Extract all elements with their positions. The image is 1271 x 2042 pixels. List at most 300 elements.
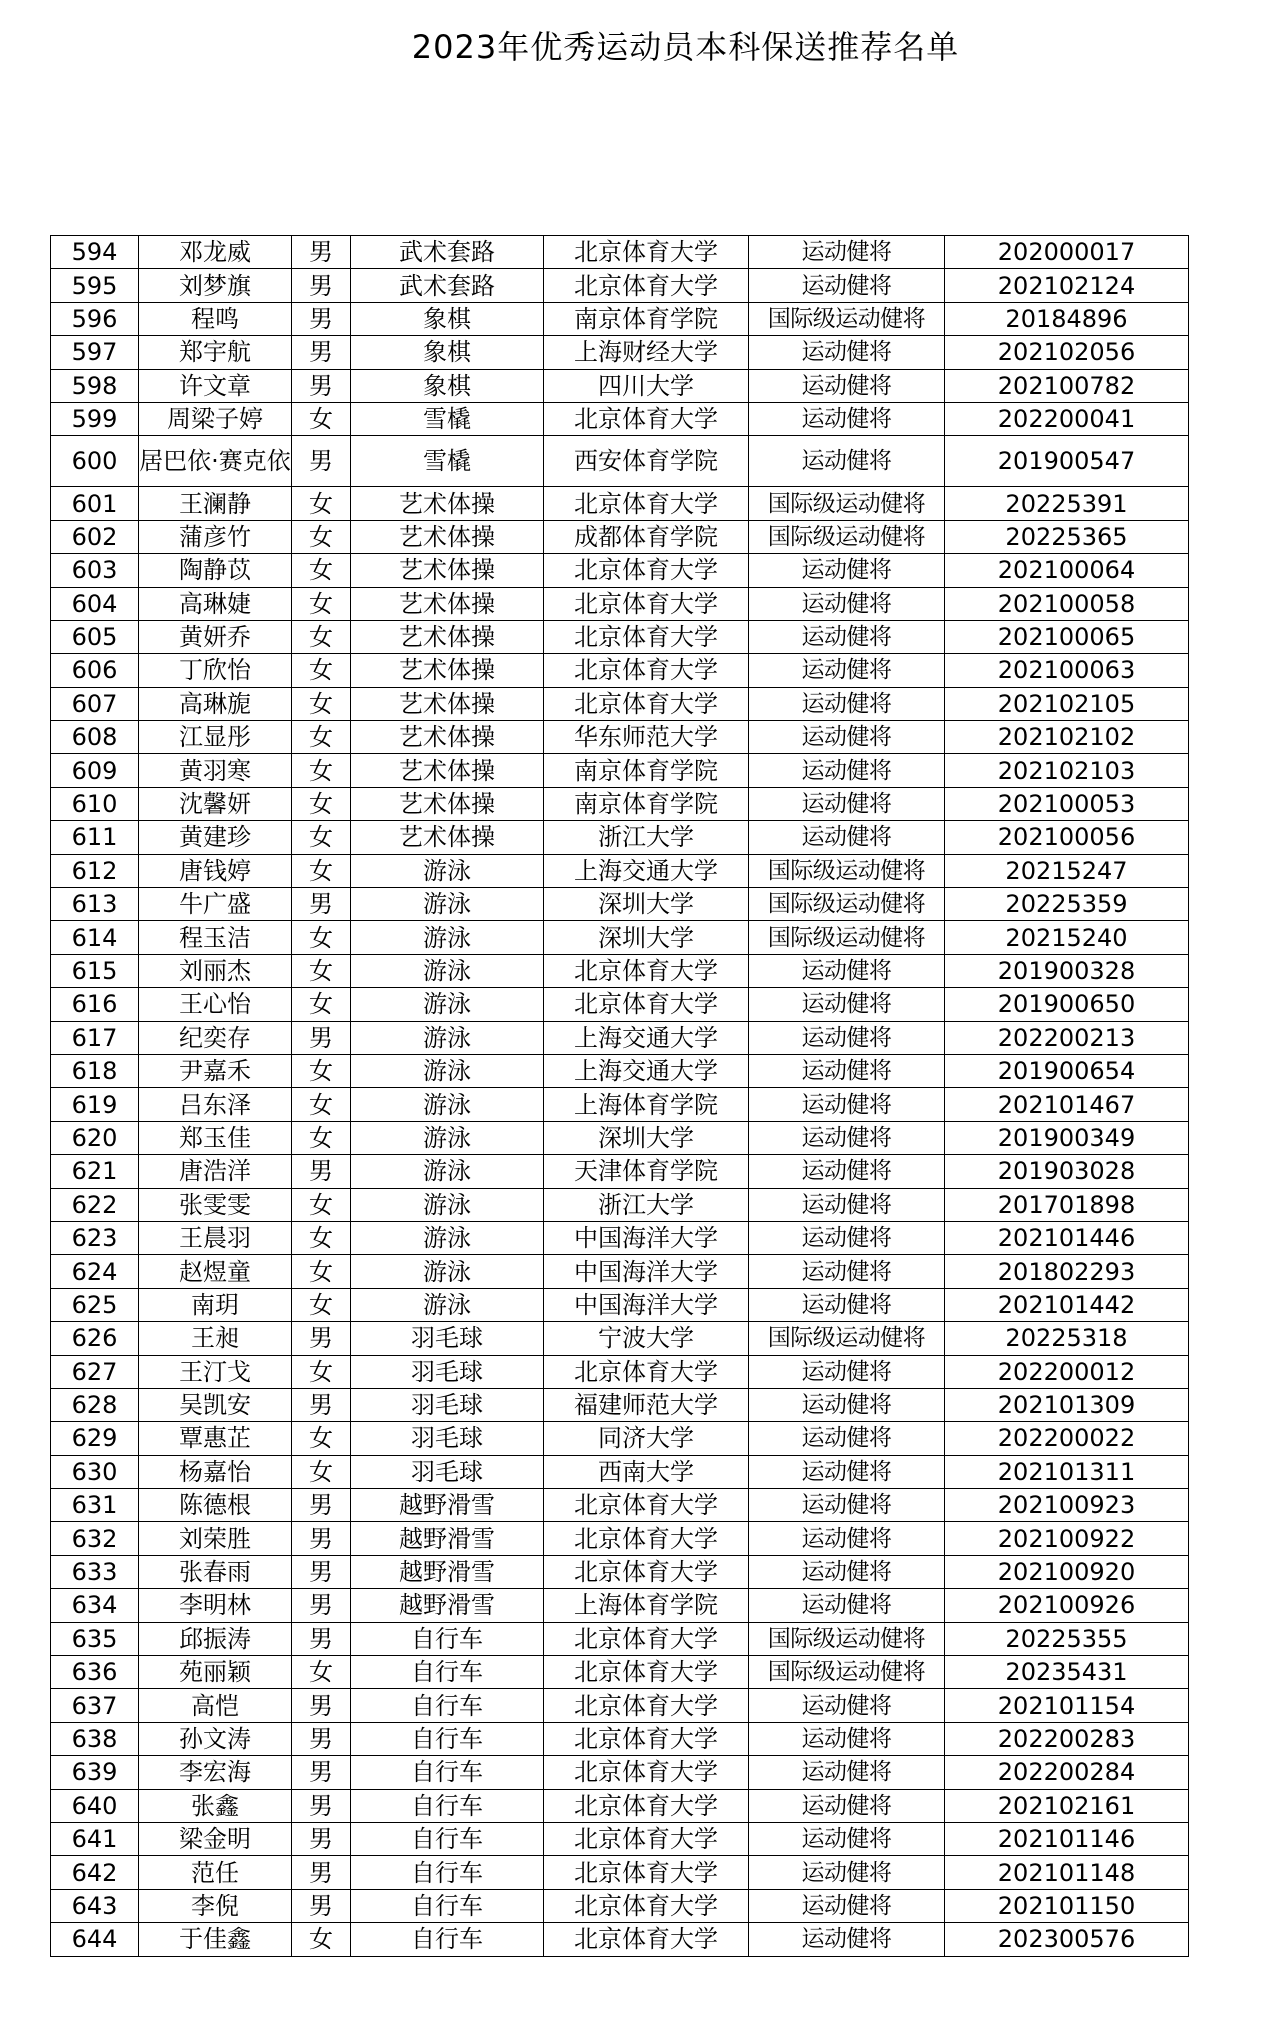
serial-number-cell: 619 <box>51 1088 139 1121</box>
sport-cell: 艺术体操 <box>351 587 544 620</box>
university-cell: 北京体育大学 <box>544 1622 749 1655</box>
sport-cell: 雪橇 <box>351 436 544 487</box>
serial-number-cell: 634 <box>51 1589 139 1622</box>
certificate-number-cell: 201900349 <box>945 1121 1189 1154</box>
certificate-number-cell: 202100065 <box>945 620 1189 653</box>
certificate-number-cell: 202100922 <box>945 1522 1189 1555</box>
certificate-number-cell: 202100058 <box>945 587 1189 620</box>
athlete-name-cell: 邓龙威 <box>139 236 292 269</box>
serial-number-cell: 594 <box>51 236 139 269</box>
athlete-name-cell: 王心怡 <box>139 988 292 1021</box>
certificate-number-cell: 202101154 <box>945 1689 1189 1722</box>
table-row <box>51 554 1189 587</box>
athlete-name-cell: 程鸣 <box>139 302 292 335</box>
gender-cell: 女 <box>292 854 351 887</box>
serial-number-cell: 602 <box>51 520 139 553</box>
gender-cell: 女 <box>292 1088 351 1121</box>
gender-cell: 男 <box>292 1155 351 1188</box>
athlete-level-cell: 国际级运动健将 <box>749 1622 945 1655</box>
sport-cell: 自行车 <box>351 1856 544 1889</box>
athlete-level-cell: 运动健将 <box>749 1088 945 1121</box>
certificate-number-cell: 202200213 <box>945 1021 1189 1054</box>
university-cell: 南京体育学院 <box>544 302 749 335</box>
certificate-number-cell: 202100053 <box>945 787 1189 820</box>
athlete-level-cell: 运动健将 <box>749 1889 945 1922</box>
athlete-name-cell: 李明林 <box>139 1589 292 1622</box>
serial-number-cell: 596 <box>51 302 139 335</box>
table-row <box>51 1656 1189 1689</box>
sport-cell: 艺术体操 <box>351 554 544 587</box>
sport-cell: 游泳 <box>351 1155 544 1188</box>
university-cell: 北京体育大学 <box>544 587 749 620</box>
serial-number-cell: 607 <box>51 687 139 720</box>
table-row <box>51 854 1189 887</box>
athlete-level-cell: 运动健将 <box>749 1489 945 1522</box>
athlete-level-cell: 运动健将 <box>749 1021 945 1054</box>
athlete-name-cell: 程玉洁 <box>139 921 292 954</box>
gender-cell: 男 <box>292 1756 351 1789</box>
serial-number-cell: 643 <box>51 1889 139 1922</box>
gender-cell: 女 <box>292 554 351 587</box>
certificate-number-cell: 201900328 <box>945 954 1189 987</box>
serial-number-cell: 622 <box>51 1188 139 1221</box>
sport-cell: 艺术体操 <box>351 754 544 787</box>
table-body <box>51 236 1189 1957</box>
gender-cell: 男 <box>292 1388 351 1421</box>
sport-cell: 游泳 <box>351 988 544 1021</box>
athlete-name-cell: 吕东泽 <box>139 1088 292 1121</box>
gender-cell: 女 <box>292 721 351 754</box>
athlete-name-cell: 张雯雯 <box>139 1188 292 1221</box>
certificate-number-cell: 202200012 <box>945 1355 1189 1388</box>
serial-number-cell: 625 <box>51 1288 139 1321</box>
athlete-level-cell: 运动健将 <box>749 436 945 487</box>
serial-number-cell: 615 <box>51 954 139 987</box>
table-row <box>51 1355 1189 1388</box>
table-row <box>51 821 1189 854</box>
sport-cell: 游泳 <box>351 1221 544 1254</box>
athlete-name-cell: 黄羽寒 <box>139 754 292 787</box>
table-row <box>51 1622 1189 1655</box>
sport-cell: 象棋 <box>351 336 544 369</box>
certificate-number-cell: 202102102 <box>945 721 1189 754</box>
serial-number-cell: 633 <box>51 1555 139 1588</box>
gender-cell: 男 <box>292 1522 351 1555</box>
athlete-level-cell: 国际级运动健将 <box>749 1322 945 1355</box>
serial-number-cell: 600 <box>51 436 139 487</box>
certificate-number-cell: 20225359 <box>945 888 1189 921</box>
athlete-name-cell: 杨嘉怡 <box>139 1455 292 1488</box>
gender-cell: 女 <box>292 1288 351 1321</box>
table-row <box>51 1923 1189 1956</box>
certificate-number-cell: 202102161 <box>945 1789 1189 1822</box>
gender-cell: 男 <box>292 1021 351 1054</box>
gender-cell: 女 <box>292 1455 351 1488</box>
athlete-level-cell: 国际级运动健将 <box>749 487 945 520</box>
university-cell: 北京体育大学 <box>544 1689 749 1722</box>
table-row <box>51 302 1189 335</box>
serial-number-cell: 616 <box>51 988 139 1021</box>
sport-cell: 雪橇 <box>351 402 544 435</box>
athlete-level-cell: 运动健将 <box>749 1756 945 1789</box>
athlete-level-cell: 运动健将 <box>749 954 945 987</box>
table-row <box>51 436 1189 487</box>
certificate-number-cell: 202100920 <box>945 1555 1189 1588</box>
table-row <box>51 1756 1189 1789</box>
table-row <box>51 888 1189 921</box>
sport-cell: 自行车 <box>351 1756 544 1789</box>
gender-cell: 男 <box>292 1722 351 1755</box>
sport-cell: 游泳 <box>351 921 544 954</box>
certificate-number-cell: 20225355 <box>945 1622 1189 1655</box>
athlete-level-cell: 运动健将 <box>749 754 945 787</box>
table-row <box>51 1722 1189 1755</box>
table-row <box>51 620 1189 653</box>
athlete-level-cell: 运动健将 <box>749 1522 945 1555</box>
sport-cell: 羽毛球 <box>351 1355 544 1388</box>
certificate-number-cell: 202200283 <box>945 1722 1189 1755</box>
gender-cell: 男 <box>292 336 351 369</box>
athlete-name-cell: 王晨羽 <box>139 1221 292 1254</box>
serial-number-cell: 623 <box>51 1221 139 1254</box>
gender-cell: 女 <box>292 787 351 820</box>
table-row <box>51 1322 1189 1355</box>
university-cell: 四川大学 <box>544 369 749 402</box>
serial-number-cell: 611 <box>51 821 139 854</box>
university-cell: 北京体育大学 <box>544 1656 749 1689</box>
certificate-number-cell: 201900650 <box>945 988 1189 1021</box>
table-row <box>51 1889 1189 1922</box>
university-cell: 成都体育学院 <box>544 520 749 553</box>
certificate-number-cell: 202100056 <box>945 821 1189 854</box>
athlete-level-cell: 运动健将 <box>749 1856 945 1889</box>
gender-cell: 女 <box>292 587 351 620</box>
serial-number-cell: 642 <box>51 1856 139 1889</box>
certificate-number-cell: 202100923 <box>945 1489 1189 1522</box>
athlete-name-cell: 郑玉佳 <box>139 1121 292 1154</box>
sport-cell: 游泳 <box>351 1121 544 1154</box>
athlete-name-cell: 陶静苡 <box>139 554 292 587</box>
recommendation-table <box>50 235 1189 1957</box>
table-row <box>51 587 1189 620</box>
athlete-name-cell: 黄妍乔 <box>139 620 292 653</box>
table-row <box>51 1121 1189 1154</box>
table-row <box>51 1789 1189 1822</box>
table-row <box>51 1689 1189 1722</box>
gender-cell: 男 <box>292 269 351 302</box>
gender-cell: 男 <box>292 1622 351 1655</box>
serial-number-cell: 640 <box>51 1789 139 1822</box>
sport-cell: 艺术体操 <box>351 821 544 854</box>
athlete-name-cell: 南玥 <box>139 1288 292 1321</box>
athlete-level-cell: 运动健将 <box>749 554 945 587</box>
gender-cell: 男 <box>292 436 351 487</box>
certificate-number-cell: 20215240 <box>945 921 1189 954</box>
sport-cell: 越野滑雪 <box>351 1555 544 1588</box>
certificate-number-cell: 202100782 <box>945 369 1189 402</box>
certificate-number-cell: 20225391 <box>945 487 1189 520</box>
university-cell: 浙江大学 <box>544 821 749 854</box>
athlete-level-cell: 运动健将 <box>749 1589 945 1622</box>
table-row <box>51 1255 1189 1288</box>
serial-number-cell: 609 <box>51 754 139 787</box>
certificate-number-cell: 20225365 <box>945 520 1189 553</box>
athlete-level-cell: 国际级运动健将 <box>749 520 945 553</box>
university-cell: 北京体育大学 <box>544 1555 749 1588</box>
gender-cell: 女 <box>292 687 351 720</box>
athlete-level-cell: 运动健将 <box>749 654 945 687</box>
athlete-level-cell: 运动健将 <box>749 1388 945 1421</box>
serial-number-cell: 636 <box>51 1656 139 1689</box>
university-cell: 中国海洋大学 <box>544 1221 749 1254</box>
athlete-level-cell: 运动健将 <box>749 1054 945 1087</box>
athlete-level-cell: 运动健将 <box>749 1455 945 1488</box>
athlete-level-cell: 运动健将 <box>749 1155 945 1188</box>
sport-cell: 游泳 <box>351 1255 544 1288</box>
certificate-number-cell: 202102103 <box>945 754 1189 787</box>
table-row <box>51 487 1189 520</box>
athlete-name-cell: 蒲彦竹 <box>139 520 292 553</box>
gender-cell: 女 <box>292 1923 351 1956</box>
serial-number-cell: 627 <box>51 1355 139 1388</box>
serial-number-cell: 606 <box>51 654 139 687</box>
gender-cell: 女 <box>292 1422 351 1455</box>
athlete-level-cell: 运动健将 <box>749 687 945 720</box>
university-cell: 北京体育大学 <box>544 1923 749 1956</box>
athlete-level-cell: 运动健将 <box>749 1221 945 1254</box>
serial-number-cell: 641 <box>51 1822 139 1855</box>
athlete-level-cell: 国际级运动健将 <box>749 302 945 335</box>
gender-cell: 男 <box>292 1856 351 1889</box>
table-row <box>51 236 1189 269</box>
sport-cell: 游泳 <box>351 1288 544 1321</box>
sport-cell: 游泳 <box>351 1088 544 1121</box>
sport-cell: 艺术体操 <box>351 654 544 687</box>
serial-number-cell: 605 <box>51 620 139 653</box>
athlete-name-cell: 梁金明 <box>139 1822 292 1855</box>
sport-cell: 艺术体操 <box>351 787 544 820</box>
university-cell: 北京体育大学 <box>544 236 749 269</box>
university-cell: 上海体育学院 <box>544 1589 749 1622</box>
gender-cell: 男 <box>292 1822 351 1855</box>
gender-cell: 男 <box>292 1689 351 1722</box>
gender-cell: 女 <box>292 1188 351 1221</box>
athlete-level-cell: 运动健将 <box>749 587 945 620</box>
athlete-level-cell: 运动健将 <box>749 269 945 302</box>
university-cell: 中国海洋大学 <box>544 1255 749 1288</box>
page-title: 2023年优秀运动员本科保送推荐名单 <box>411 28 960 66</box>
certificate-number-cell: 202100064 <box>945 554 1189 587</box>
sport-cell: 游泳 <box>351 1054 544 1087</box>
sport-cell: 艺术体操 <box>351 721 544 754</box>
sport-cell: 自行车 <box>351 1923 544 1956</box>
athlete-level-cell: 运动健将 <box>749 236 945 269</box>
athlete-level-cell: 国际级运动健将 <box>749 854 945 887</box>
serial-number-cell: 610 <box>51 787 139 820</box>
serial-number-cell: 632 <box>51 1522 139 1555</box>
athlete-level-cell: 运动健将 <box>749 1722 945 1755</box>
athlete-level-cell: 运动健将 <box>749 988 945 1021</box>
sport-cell: 游泳 <box>351 1188 544 1221</box>
sport-cell: 羽毛球 <box>351 1388 544 1421</box>
sport-cell: 自行车 <box>351 1622 544 1655</box>
university-cell: 北京体育大学 <box>544 1355 749 1388</box>
certificate-number-cell: 202200022 <box>945 1422 1189 1455</box>
university-cell: 西南大学 <box>544 1455 749 1488</box>
athlete-level-cell: 运动健将 <box>749 721 945 754</box>
university-cell: 北京体育大学 <box>544 1722 749 1755</box>
athlete-level-cell: 运动健将 <box>749 1923 945 1956</box>
table-row <box>51 1155 1189 1188</box>
university-cell: 上海交通大学 <box>544 854 749 887</box>
athlete-name-cell: 于佳鑫 <box>139 1923 292 1956</box>
table-row <box>51 954 1189 987</box>
sport-cell: 艺术体操 <box>351 620 544 653</box>
certificate-number-cell: 20215247 <box>945 854 1189 887</box>
athlete-name-cell: 覃惠芷 <box>139 1422 292 1455</box>
serial-number-cell: 638 <box>51 1722 139 1755</box>
table-row <box>51 687 1189 720</box>
athlete-name-cell: 唐钱婷 <box>139 854 292 887</box>
serial-number-cell: 621 <box>51 1155 139 1188</box>
gender-cell: 女 <box>292 654 351 687</box>
athlete-name-cell: 张鑫 <box>139 1789 292 1822</box>
sport-cell: 武术套路 <box>351 269 544 302</box>
gender-cell: 女 <box>292 1355 351 1388</box>
sport-cell: 自行车 <box>351 1722 544 1755</box>
gender-cell: 女 <box>292 520 351 553</box>
athlete-level-cell: 运动健将 <box>749 1355 945 1388</box>
serial-number-cell: 597 <box>51 336 139 369</box>
serial-number-cell: 617 <box>51 1021 139 1054</box>
university-cell: 上海体育学院 <box>544 1088 749 1121</box>
university-cell: 北京体育大学 <box>544 1756 749 1789</box>
certificate-number-cell: 20235431 <box>945 1656 1189 1689</box>
table-row <box>51 1822 1189 1855</box>
athlete-level-cell: 运动健将 <box>749 369 945 402</box>
athlete-level-cell: 运动健将 <box>749 1288 945 1321</box>
athlete-name-cell: 尹嘉禾 <box>139 1054 292 1087</box>
table-row <box>51 1288 1189 1321</box>
serial-number-cell: 631 <box>51 1489 139 1522</box>
athlete-level-cell: 国际级运动健将 <box>749 888 945 921</box>
table-row <box>51 1422 1189 1455</box>
university-cell: 上海财经大学 <box>544 336 749 369</box>
sport-cell: 羽毛球 <box>351 1455 544 1488</box>
certificate-number-cell: 201900547 <box>945 436 1189 487</box>
sport-cell: 艺术体操 <box>351 487 544 520</box>
certificate-number-cell: 202300576 <box>945 1923 1189 1956</box>
gender-cell: 男 <box>292 369 351 402</box>
athlete-name-cell: 范任 <box>139 1856 292 1889</box>
serial-number-cell: 635 <box>51 1622 139 1655</box>
table-row <box>51 1054 1189 1087</box>
table-row <box>51 1522 1189 1555</box>
gender-cell: 男 <box>292 236 351 269</box>
certificate-number-cell: 202101148 <box>945 1856 1189 1889</box>
athlete-level-cell: 运动健将 <box>749 402 945 435</box>
athlete-name-cell: 王澜静 <box>139 487 292 520</box>
athlete-name-cell: 郑宇航 <box>139 336 292 369</box>
serial-number-cell: 628 <box>51 1388 139 1421</box>
certificate-number-cell: 201900654 <box>945 1054 1189 1087</box>
gender-cell: 女 <box>292 988 351 1021</box>
university-cell: 北京体育大学 <box>544 620 749 653</box>
university-cell: 北京体育大学 <box>544 554 749 587</box>
serial-number-cell: 618 <box>51 1054 139 1087</box>
serial-number-cell: 624 <box>51 1255 139 1288</box>
certificate-number-cell: 201903028 <box>945 1155 1189 1188</box>
table-row <box>51 921 1189 954</box>
sport-cell: 游泳 <box>351 954 544 987</box>
university-cell: 中国海洋大学 <box>544 1288 749 1321</box>
serial-number-cell: 644 <box>51 1923 139 1956</box>
athlete-name-cell: 黄建珍 <box>139 821 292 854</box>
table-row <box>51 654 1189 687</box>
university-cell: 北京体育大学 <box>544 687 749 720</box>
university-cell: 北京体育大学 <box>544 1489 749 1522</box>
table-row <box>51 1021 1189 1054</box>
athlete-level-cell: 运动健将 <box>749 1822 945 1855</box>
university-cell: 宁波大学 <box>544 1322 749 1355</box>
certificate-number-cell: 202101309 <box>945 1388 1189 1421</box>
gender-cell: 男 <box>292 1889 351 1922</box>
university-cell: 西安体育学院 <box>544 436 749 487</box>
athlete-name-cell: 邱振涛 <box>139 1622 292 1655</box>
certificate-number-cell: 202101150 <box>945 1889 1189 1922</box>
athlete-name-cell: 高琳旎 <box>139 687 292 720</box>
sport-cell: 越野滑雪 <box>351 1489 544 1522</box>
certificate-number-cell: 202200284 <box>945 1756 1189 1789</box>
serial-number-cell: 598 <box>51 369 139 402</box>
table-row <box>51 754 1189 787</box>
athlete-name-cell: 刘荣胜 <box>139 1522 292 1555</box>
certificate-number-cell: 201701898 <box>945 1188 1189 1221</box>
athlete-name-cell: 江显彤 <box>139 721 292 754</box>
athlete-level-cell: 运动健将 <box>749 1188 945 1221</box>
sport-cell: 艺术体操 <box>351 520 544 553</box>
certificate-number-cell: 202100926 <box>945 1589 1189 1622</box>
university-cell: 北京体育大学 <box>544 1889 749 1922</box>
certificate-number-cell: 20225318 <box>945 1322 1189 1355</box>
table-row <box>51 1221 1189 1254</box>
gender-cell: 女 <box>292 1221 351 1254</box>
sport-cell: 越野滑雪 <box>351 1589 544 1622</box>
university-cell: 北京体育大学 <box>544 1789 749 1822</box>
gender-cell: 男 <box>292 888 351 921</box>
university-cell: 福建师范大学 <box>544 1388 749 1421</box>
athlete-name-cell: 周梁子婷 <box>139 402 292 435</box>
athlete-name-cell: 刘丽杰 <box>139 954 292 987</box>
gender-cell: 男 <box>292 1489 351 1522</box>
athlete-level-cell: 运动健将 <box>749 620 945 653</box>
table-row <box>51 1856 1189 1889</box>
sport-cell: 越野滑雪 <box>351 1522 544 1555</box>
university-cell: 北京体育大学 <box>544 1822 749 1855</box>
serial-number-cell: 637 <box>51 1689 139 1722</box>
serial-number-cell: 595 <box>51 269 139 302</box>
table-row <box>51 336 1189 369</box>
athlete-name-cell: 高恺 <box>139 1689 292 1722</box>
sport-cell: 游泳 <box>351 888 544 921</box>
athlete-name-cell: 丁欣怡 <box>139 654 292 687</box>
athlete-level-cell: 运动健将 <box>749 1121 945 1154</box>
athlete-level-cell: 运动健将 <box>749 1689 945 1722</box>
athlete-name-cell: 居巴依·赛克依 <box>139 436 292 487</box>
university-cell: 上海交通大学 <box>544 1054 749 1087</box>
serial-number-cell: 612 <box>51 854 139 887</box>
serial-number-cell: 608 <box>51 721 139 754</box>
